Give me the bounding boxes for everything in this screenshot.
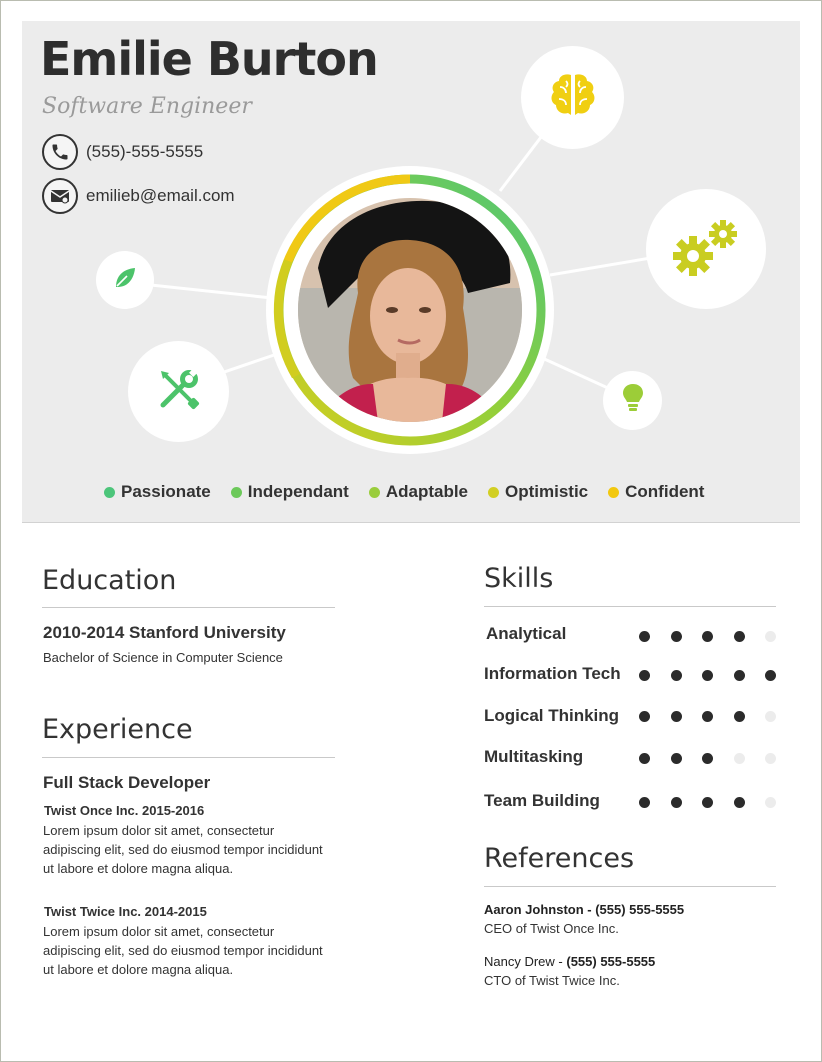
- reference-name-line: [484, 954, 655, 969]
- reference-role: CTO of Twist Twice Inc.: [484, 973, 620, 988]
- skill-label: Analytical: [486, 624, 567, 643]
- skill-dot-filled: [639, 753, 650, 764]
- email-icon: [42, 178, 78, 214]
- leaf-bubble: [96, 251, 154, 309]
- skill-dot-filled: [639, 631, 650, 642]
- trait-item: [231, 482, 349, 502]
- skill-row: [484, 662, 784, 686]
- job-description: Lorem ipsum dolor sit amet, consectetur adipiscing elit, sed do eiusmod tempor incididunt ut labore et dolore magna aliqua.: [43, 924, 323, 977]
- lightbulb-bubble: [603, 371, 662, 430]
- reference-name: Aaron Johnston -: [484, 902, 596, 917]
- reference-role: CEO of Twist Once Inc.: [484, 921, 619, 936]
- skill-row: [484, 745, 784, 769]
- trait-item: [104, 482, 211, 502]
- gears-icon: [671, 218, 741, 281]
- trait-dot: [369, 487, 380, 498]
- skill-rating: [639, 711, 797, 722]
- references-divider: [484, 886, 776, 887]
- candidate-name: Emilie Burton: [40, 32, 378, 86]
- experience-divider: [42, 757, 335, 758]
- experience-heading: Experience: [42, 714, 193, 745]
- skills-heading: Skills: [484, 563, 554, 594]
- lightbulb-icon: [621, 382, 645, 419]
- trait-dot: [231, 487, 242, 498]
- job-company: Twist Once Inc. 2015-2016: [44, 803, 205, 818]
- leaf-icon: [112, 265, 138, 296]
- skill-dot-filled: [702, 753, 713, 764]
- job-company: Twist Twice Inc. 2014-2015: [44, 904, 207, 919]
- education-divider: [42, 607, 335, 608]
- skill-dot-empty: [734, 753, 745, 764]
- skill-dot-filled: [671, 753, 682, 764]
- job-description: Lorem ipsum dolor sit amet, consectetur adipiscing elit, sed do eiusmod tempor incididunt ut labore et dolore magna aliqua.: [43, 823, 323, 876]
- trait-label: Optimistic: [505, 482, 589, 501]
- email-contact: [42, 178, 235, 214]
- skill-dot-empty: [765, 711, 776, 722]
- skill-dot-empty: [765, 753, 776, 764]
- skill-dot-filled: [702, 711, 713, 722]
- brain-bubble: [521, 46, 624, 149]
- email-address[interactable]: emilieb@email.com: [86, 186, 235, 205]
- trait-dot: [104, 487, 115, 498]
- skill-row: [484, 622, 784, 646]
- skill-dot-empty: [765, 797, 776, 808]
- trait-label: Confident: [625, 482, 705, 501]
- trait-label: Passionate: [121, 482, 211, 501]
- skill-dot-filled: [639, 797, 650, 808]
- skill-rating: [639, 797, 797, 808]
- skill-dot-filled: [702, 797, 713, 808]
- education-entry-detail: Bachelor of Science in Computer Science: [43, 650, 283, 665]
- skill-dot-filled: [639, 670, 650, 681]
- trait-item: [488, 482, 588, 502]
- brain-icon: [547, 69, 599, 126]
- skill-dot-filled: [639, 711, 650, 722]
- skill-dot-filled: [765, 670, 776, 681]
- skill-dot-filled: [671, 797, 682, 808]
- personality-traits: [104, 482, 724, 502]
- reference-phone: (555) 555-5555: [566, 954, 656, 969]
- profile-photo: [298, 198, 522, 422]
- tools-icon: [155, 365, 203, 418]
- phone-icon: [42, 134, 78, 170]
- experience-job-title: Full Stack Developer: [43, 773, 211, 792]
- references-heading: References: [484, 843, 635, 874]
- skill-dot-empty: [765, 631, 776, 642]
- skill-dot-filled: [734, 797, 745, 808]
- skill-dot-filled: [734, 711, 745, 722]
- education-entry-heading: 2010-2014 Stanford University: [43, 623, 286, 642]
- skill-dot-filled: [702, 631, 713, 642]
- skill-label: Team Building: [484, 791, 600, 810]
- skill-dot-filled: [671, 711, 682, 722]
- skill-dot-filled: [671, 670, 682, 681]
- phone-number[interactable]: (555)-555-5555: [86, 142, 204, 161]
- skill-rating: [639, 670, 797, 681]
- trait-dot: [608, 487, 619, 498]
- skill-rating: [639, 753, 797, 764]
- skill-dot-filled: [702, 670, 713, 681]
- skill-rating: [639, 631, 797, 642]
- trait-dot: [488, 487, 499, 498]
- skill-label: Logical Thinking: [484, 706, 620, 725]
- trait-item: [369, 482, 468, 502]
- skill-dot-filled: [734, 631, 745, 642]
- profile-photo-frame: [266, 166, 554, 454]
- trait-label: Adaptable: [385, 482, 469, 501]
- trait-item: [608, 482, 704, 502]
- skill-row: [484, 704, 784, 728]
- skill-dot-filled: [734, 670, 745, 681]
- education-heading: Education: [42, 565, 177, 596]
- reference-name-line: [484, 902, 684, 917]
- skill-row: [484, 789, 784, 813]
- trait-label: Independant: [247, 482, 349, 501]
- phone-contact: [42, 134, 203, 170]
- skills-divider: [484, 606, 776, 607]
- reference-phone: (555) 555-5555: [595, 902, 685, 917]
- skill-label: Multitasking: [484, 747, 584, 766]
- gears-bubble: [646, 189, 766, 309]
- reference-name: Nancy Drew -: [484, 954, 567, 969]
- skill-label: Information Tech: [484, 664, 621, 683]
- skill-dot-filled: [671, 631, 682, 642]
- job-title: Software Engineer: [42, 94, 252, 119]
- tools-bubble: [128, 341, 229, 442]
